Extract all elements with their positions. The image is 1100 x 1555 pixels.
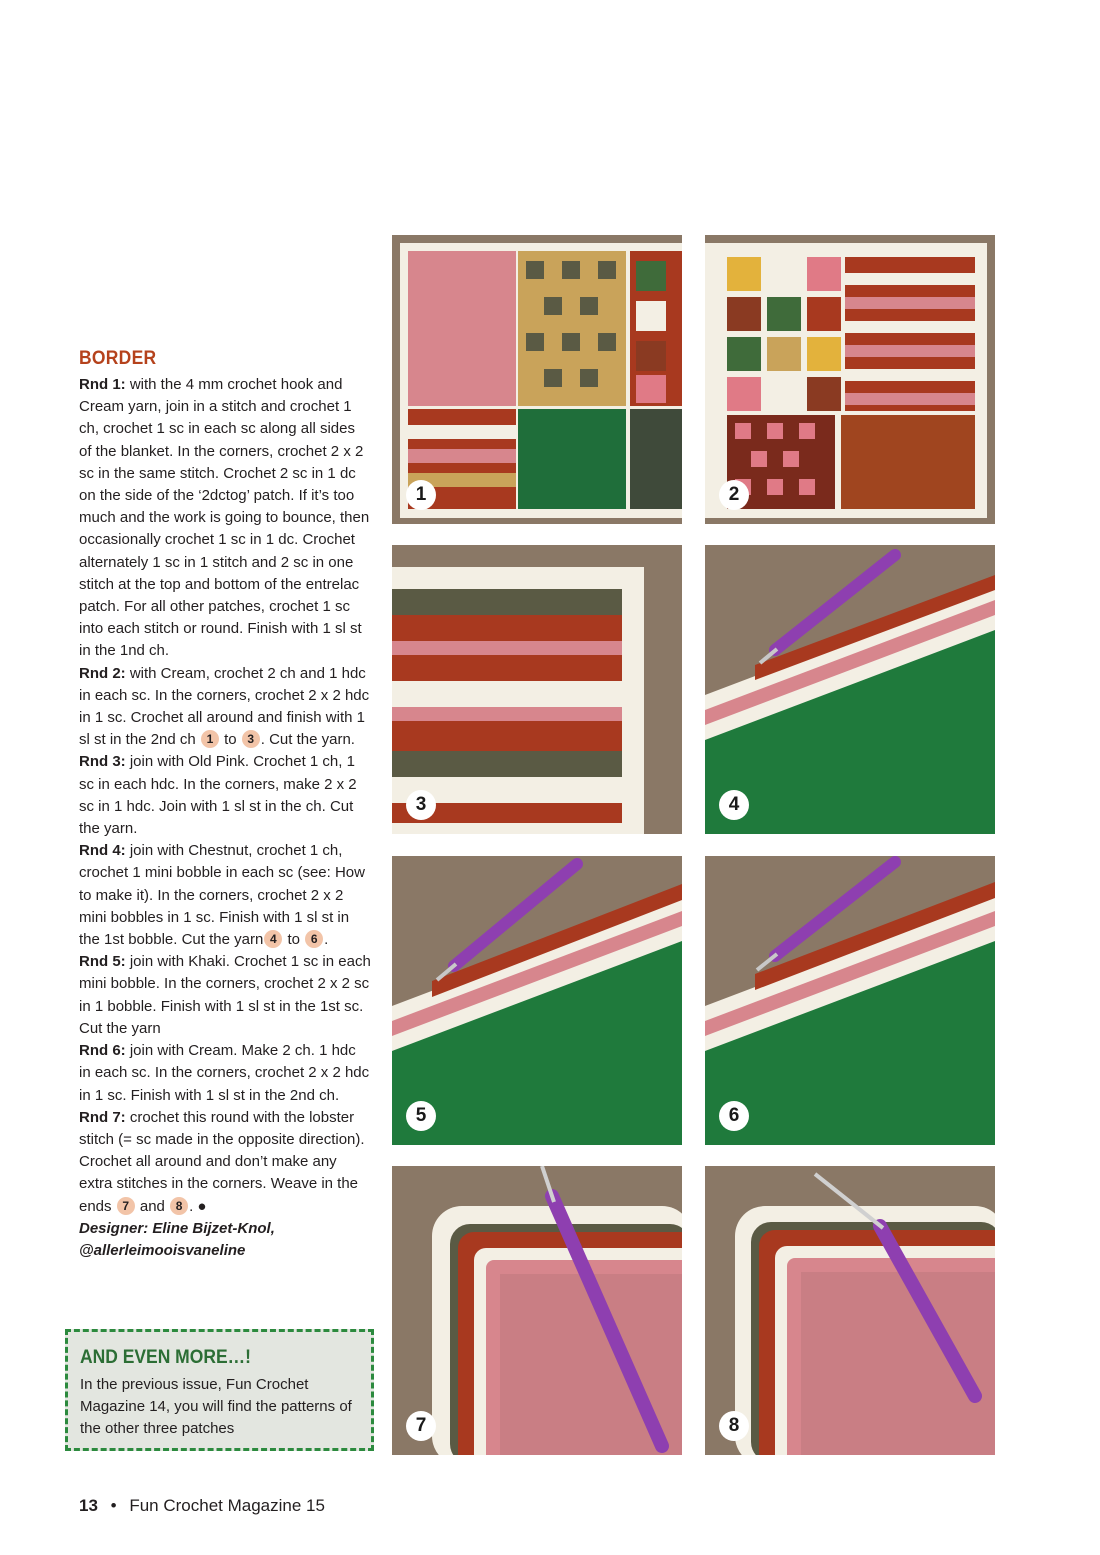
photo-number: 8 <box>719 1411 749 1441</box>
photo-4 <box>705 545 995 834</box>
round-7 <box>79 1107 371 1218</box>
more-info-title: AND EVEN MORE…! <box>80 1347 251 1368</box>
round-text: . <box>324 931 329 949</box>
photo-number: 2 <box>719 480 749 510</box>
round-5 <box>79 951 371 1040</box>
photo-5 <box>392 856 682 1145</box>
page-number: 13 <box>79 1496 98 1515</box>
round-label: Rnd 7: <box>79 1108 126 1126</box>
blanket-patchwork-image <box>392 235 682 524</box>
round-text: to <box>283 931 305 949</box>
border-round-image <box>705 545 995 834</box>
round-text: to <box>219 731 241 749</box>
photo-number: 1 <box>406 480 436 510</box>
round-text: with the 4 mm crochet hook and Cream yarn, join in a stitch and crochet 1 ch, crochet 1 sc in each sc along all sides of the blanket. In the corners, crochet 2 x 2 sc in the same stitch. Crochet 2 sc in 1 dc on the side of the ‘2dctog’ patch. If it’s too much and the work is going to bounce, then occasionally crochet 1 sc in 1 dc. Crochet alternately 1 sc in 1 stitch and 2 sc in one stitch at the top and bottom of the entrelac patch. For all other patches, crochet 1 sc into each stitch or round. Finish with 1 sl st in the 1nd ch. <box>79 376 370 660</box>
round-label: Rnd 2: <box>79 664 126 682</box>
page-footer <box>79 1494 325 1518</box>
photo-number: 3 <box>406 790 436 820</box>
photo-number: 6 <box>719 1101 749 1131</box>
round-label: Rnd 6: <box>79 1042 126 1060</box>
round-text: and <box>135 1197 170 1215</box>
photo-6 <box>705 856 995 1145</box>
photo-7 <box>392 1166 682 1455</box>
designer-handle: @allerleimooisvaneline <box>79 1241 246 1259</box>
magazine-title: Fun Crochet Magazine 15 <box>129 1496 325 1515</box>
section-heading: BORDER <box>79 348 157 369</box>
border-round-image <box>705 856 995 1145</box>
round-label: Rnd 3: <box>79 753 126 771</box>
round-text: . Cut the yarn. <box>260 731 355 749</box>
round-label: Rnd 5: <box>79 953 126 971</box>
round-3 <box>79 751 371 840</box>
round-text: with Cream, crochet 2 ch and 1 hdc in each sc. In the corners, crochet 2 x 2 hdc in 1 sc. Crochet all around and finish with 1 sl st in the 2nd ch <box>79 664 370 749</box>
border-round-image <box>392 856 682 1145</box>
step-badge: 8 <box>170 1197 188 1215</box>
round-6 <box>79 1040 371 1107</box>
step-badge: 6 <box>305 930 323 948</box>
blanket-patchwork-image <box>705 235 995 524</box>
photo-number: 5 <box>406 1101 436 1131</box>
step-badge: 1 <box>201 730 219 748</box>
step-badge: 4 <box>264 930 282 948</box>
round-text: join with Cream. Make 2 ch. 1 hdc in each sc. In the corners, crochet 2 x 2 hdc in 1 sc. Finish with 1 sl st in the 2nd ch. <box>79 1042 370 1104</box>
photo-3 <box>392 545 682 834</box>
round-1 <box>79 374 371 663</box>
round-text: join with Chestnut, crochet 1 ch, crochet 1 mini bobble in each sc (see: How to make it). In the corners, crochet 2 x 2 mini bobbles in 1 sc. Finish with 1 sl st in the 1st bobble. Cut the yarn <box>79 842 365 949</box>
striped-patch-image <box>392 545 682 834</box>
round-text: join with Old Pink. Crochet 1 ch, 1 sc in each hdc. In the corners, make 2 x 2 sc in 1 hdc. Join with 1 sl st in the ch. Cut the yarn. <box>79 753 357 838</box>
corner-border-image <box>705 1166 995 1455</box>
pattern-text-column <box>79 346 371 1262</box>
photo-2 <box>705 235 995 524</box>
round-2 <box>79 663 371 752</box>
step-badge: 3 <box>242 730 260 748</box>
round-text: . ● <box>189 1197 207 1215</box>
round-label: Rnd 4: <box>79 842 126 860</box>
footer-bullet: • <box>110 1496 117 1515</box>
more-info-body: In the previous issue, Fun Crochet Magazine 14, you will find the patterns of the other three patches <box>80 1376 352 1437</box>
designer-credit: Designer: Eline Bijzet-Knol, <box>79 1219 275 1237</box>
photo-8 <box>705 1166 995 1455</box>
round-label: Rnd 1: <box>79 376 126 393</box>
photo-number: 4 <box>719 790 749 820</box>
corner-border-image <box>392 1166 682 1455</box>
step-badge: 7 <box>117 1197 135 1215</box>
photo-number: 7 <box>406 1411 436 1441</box>
round-text: crochet this round with the lobster stitch (= sc made in the opposite direction). Crochet all around and don’t make any extra stitches in the corners. Weave in the ends <box>79 1108 365 1215</box>
more-info-box <box>65 1329 374 1451</box>
round-text: join with Khaki. Crochet 1 sc in each mini bobble. In the corners, crochet 2 x 2 sc in 1 bobble. Finish with 1 sl st in the 1st sc. Cut the yarn <box>79 953 371 1037</box>
round-4 <box>79 840 371 951</box>
photo-1 <box>392 235 682 524</box>
